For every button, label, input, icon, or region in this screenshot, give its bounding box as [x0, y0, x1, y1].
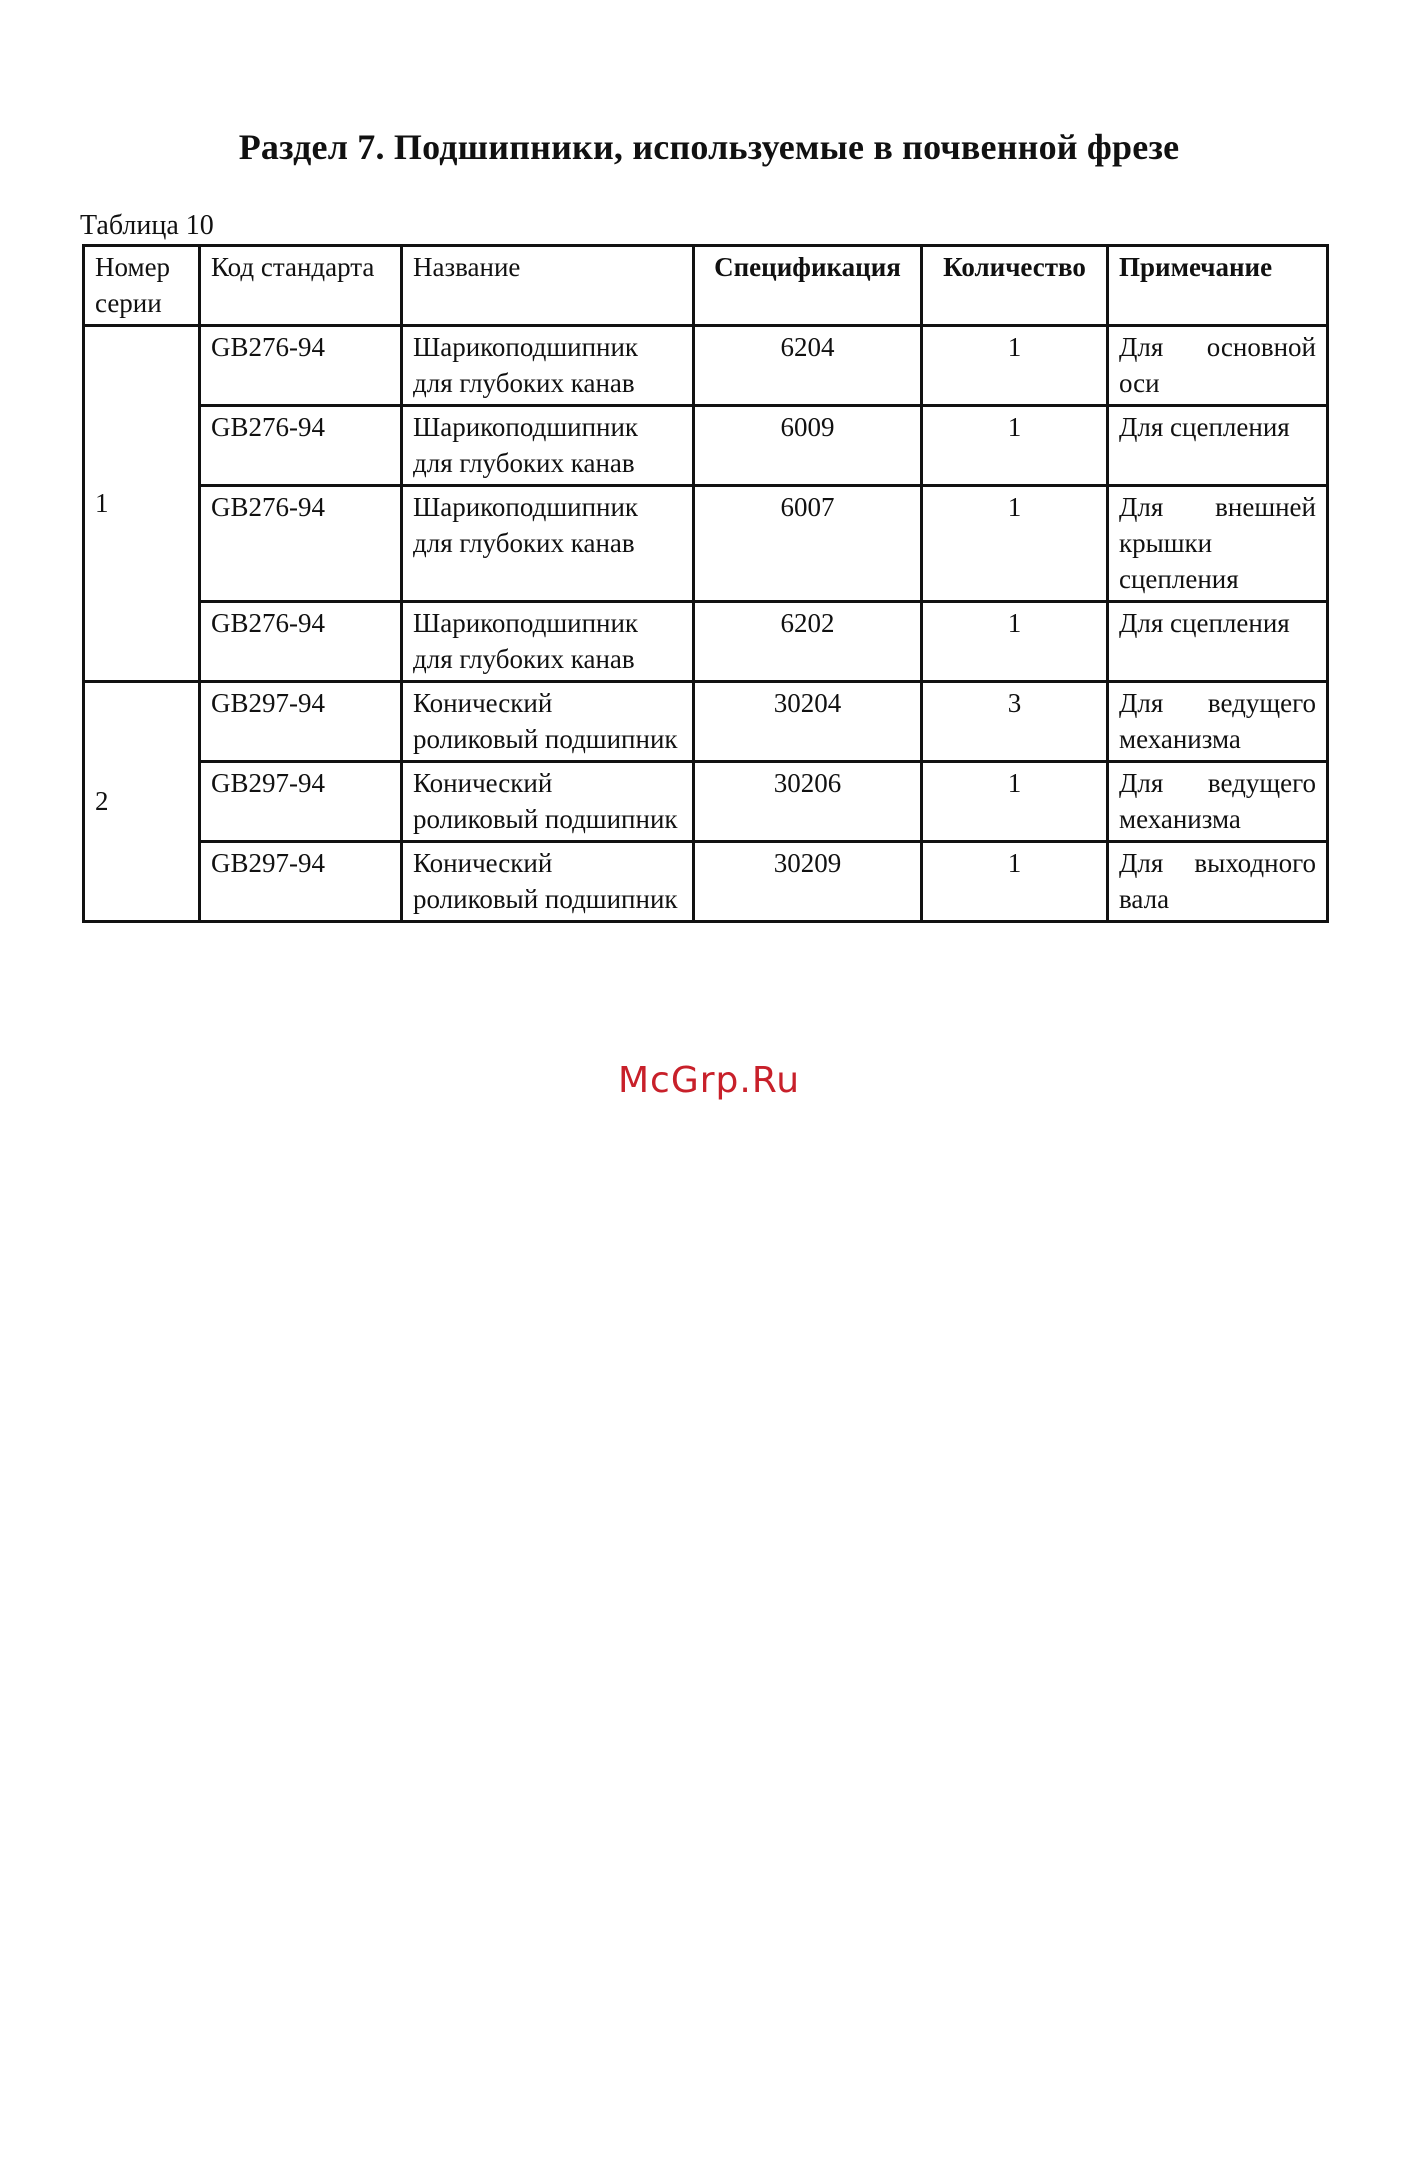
code-cell: GB297-94 — [200, 842, 402, 922]
table-header-row — [84, 246, 1328, 326]
header-code: Код стандарта — [200, 246, 402, 326]
table-row — [84, 602, 1328, 682]
spec-cell: 6204 — [694, 326, 922, 406]
spec-cell: 6007 — [694, 486, 922, 602]
page-title: Раздел 7. Подшипники, используемые в почвенной фрезе — [238, 127, 1180, 167]
table-caption: Таблица 10 — [80, 210, 214, 241]
header-note: Примечание — [1108, 246, 1328, 326]
code-cell: GB297-94 — [200, 762, 402, 842]
qty-cell: 1 — [922, 486, 1108, 602]
spec-cell: 30209 — [694, 842, 922, 922]
code-cell: GB276-94 — [200, 486, 402, 602]
note-cell: Для внешней крышки сцепления — [1108, 486, 1328, 602]
code-cell: GB297-94 — [200, 682, 402, 762]
bearings-table — [82, 244, 1329, 923]
note-cell: Для ведущего механизма — [1108, 682, 1328, 762]
header-spec: Спецификация — [694, 246, 922, 326]
name-cell: Конический роликовый подшипник — [402, 762, 694, 842]
table-row — [84, 406, 1328, 486]
name-cell: Конический роликовый подшипник — [402, 682, 694, 762]
spec-cell: 6009 — [694, 406, 922, 486]
note-cell: Для выходного вала — [1108, 842, 1328, 922]
header-qty: Количество — [922, 246, 1108, 326]
qty-cell: 3 — [922, 682, 1108, 762]
qty-cell: 1 — [922, 602, 1108, 682]
name-cell: Шарикоподшипник для глубоких канав — [402, 326, 694, 406]
qty-cell: 1 — [922, 762, 1108, 842]
table-row — [84, 682, 1328, 762]
series-cell: 1 — [84, 326, 200, 682]
note-cell: Для основной оси — [1108, 326, 1328, 406]
spec-cell: 30206 — [694, 762, 922, 842]
name-cell: Шарикоподшипник для глубоких канав — [402, 602, 694, 682]
watermark[interactable]: McGrp.Ru — [617, 1060, 801, 1101]
note-cell: Для ведущего механизма — [1108, 762, 1328, 842]
name-cell: Шарикоподшипник для глубоких канав — [402, 486, 694, 602]
code-cell: GB276-94 — [200, 326, 402, 406]
name-cell: Конический роликовый подшипник — [402, 842, 694, 922]
series-cell: 2 — [84, 682, 200, 922]
qty-cell: 1 — [922, 326, 1108, 406]
qty-cell: 1 — [922, 406, 1108, 486]
note-cell: Для сцепления — [1108, 406, 1328, 486]
table-row — [84, 326, 1328, 406]
code-cell: GB276-94 — [200, 406, 402, 486]
table-row — [84, 486, 1328, 602]
code-cell: GB276-94 — [200, 602, 402, 682]
note-cell: Для сцепления — [1108, 602, 1328, 682]
table-row — [84, 842, 1328, 922]
header-name: Название — [402, 246, 694, 326]
table-row — [84, 762, 1328, 842]
spec-cell: 30204 — [694, 682, 922, 762]
qty-cell: 1 — [922, 842, 1108, 922]
name-cell: Шарикоподшипник для глубоких канав — [402, 406, 694, 486]
header-series: Номер серии — [84, 246, 200, 326]
spec-cell: 6202 — [694, 602, 922, 682]
